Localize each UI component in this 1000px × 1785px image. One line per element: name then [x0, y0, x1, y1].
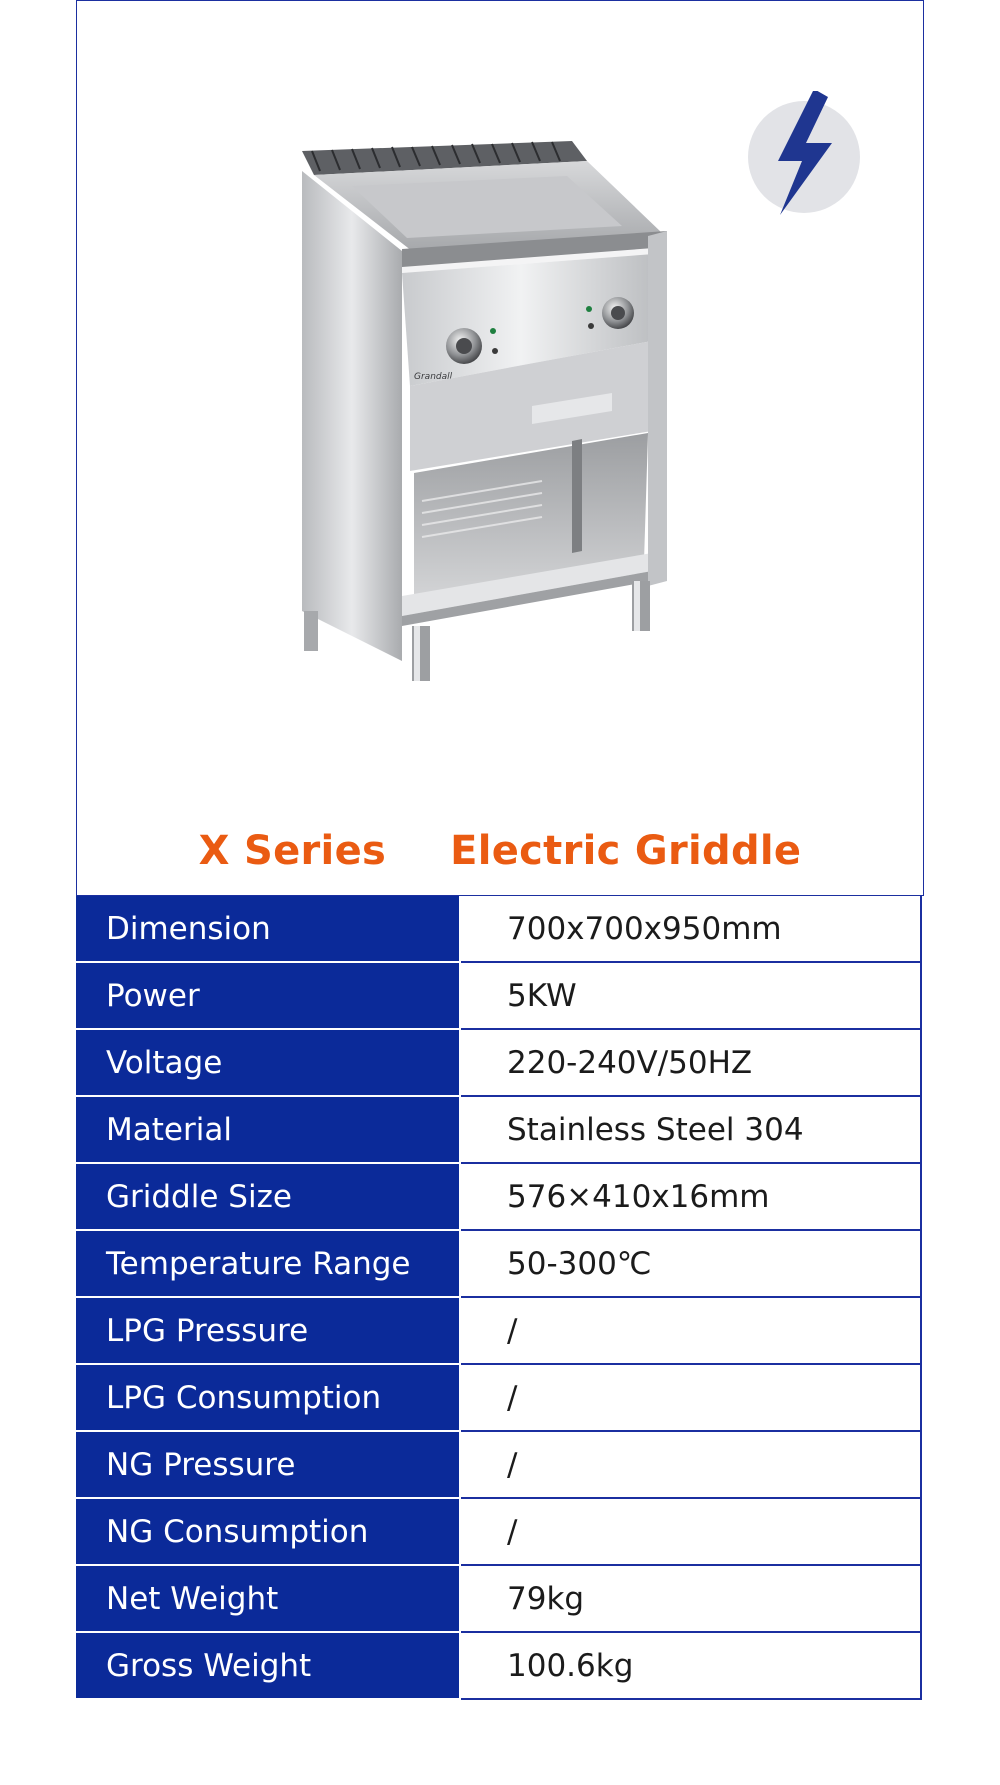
spec-label: NG Consumption — [76, 1499, 459, 1565]
spec-label: Temperature Range — [76, 1231, 459, 1297]
product-name: Electric Griddle — [450, 828, 802, 874]
spec-value: 100.6kg — [461, 1633, 922, 1700]
spec-value: / — [461, 1365, 922, 1432]
spec-value: / — [461, 1298, 922, 1365]
spec-row-gross-weight — [76, 1633, 924, 1700]
spec-row-ng-pressure — [76, 1432, 924, 1499]
spec-label: Net Weight — [76, 1566, 459, 1632]
spec-label: Power — [76, 963, 459, 1029]
spec-row-power — [76, 963, 924, 1030]
spec-value: / — [461, 1432, 922, 1499]
product-spec-card — [76, 0, 924, 1702]
spec-value: Stainless Steel 304 — [461, 1097, 922, 1164]
spec-label: Material — [76, 1097, 459, 1163]
product-photo — [242, 141, 742, 761]
product-image-panel — [76, 0, 924, 808]
lightning-bolt-icon — [742, 91, 866, 215]
series-name: X Series — [198, 828, 387, 874]
product-title-bar — [76, 807, 924, 896]
spec-row-lpg-pressure — [76, 1298, 924, 1365]
spec-label: LPG Consumption — [76, 1365, 459, 1431]
spec-value: 50-300℃ — [461, 1231, 922, 1298]
spec-row-temperature-range — [76, 1231, 924, 1298]
spec-label: LPG Pressure — [76, 1298, 459, 1364]
spec-table — [76, 896, 924, 1700]
spec-value: 700x700x950mm — [461, 896, 922, 963]
spec-value: / — [461, 1499, 922, 1566]
spec-row-voltage — [76, 1030, 924, 1097]
spec-row-dimension — [76, 896, 924, 963]
spec-value: 576×410x16mm — [461, 1164, 922, 1231]
spec-value: 79kg — [461, 1566, 922, 1633]
spec-label: Gross Weight — [76, 1633, 459, 1699]
spec-row-ng-consumption — [76, 1499, 924, 1566]
spec-label: Griddle Size — [76, 1164, 459, 1230]
spec-row-material — [76, 1097, 924, 1164]
spec-row-griddle-size — [76, 1164, 924, 1231]
spec-value: 5KW — [461, 963, 922, 1030]
spec-row-lpg-consumption — [76, 1365, 924, 1432]
spec-label: Voltage — [76, 1030, 459, 1096]
spec-value: 220-240V/50HZ — [461, 1030, 922, 1097]
spec-row-net-weight — [76, 1566, 924, 1633]
spec-label: Dimension — [76, 896, 459, 962]
brand-mark: Grandall — [414, 372, 453, 382]
spec-label: NG Pressure — [76, 1432, 459, 1498]
